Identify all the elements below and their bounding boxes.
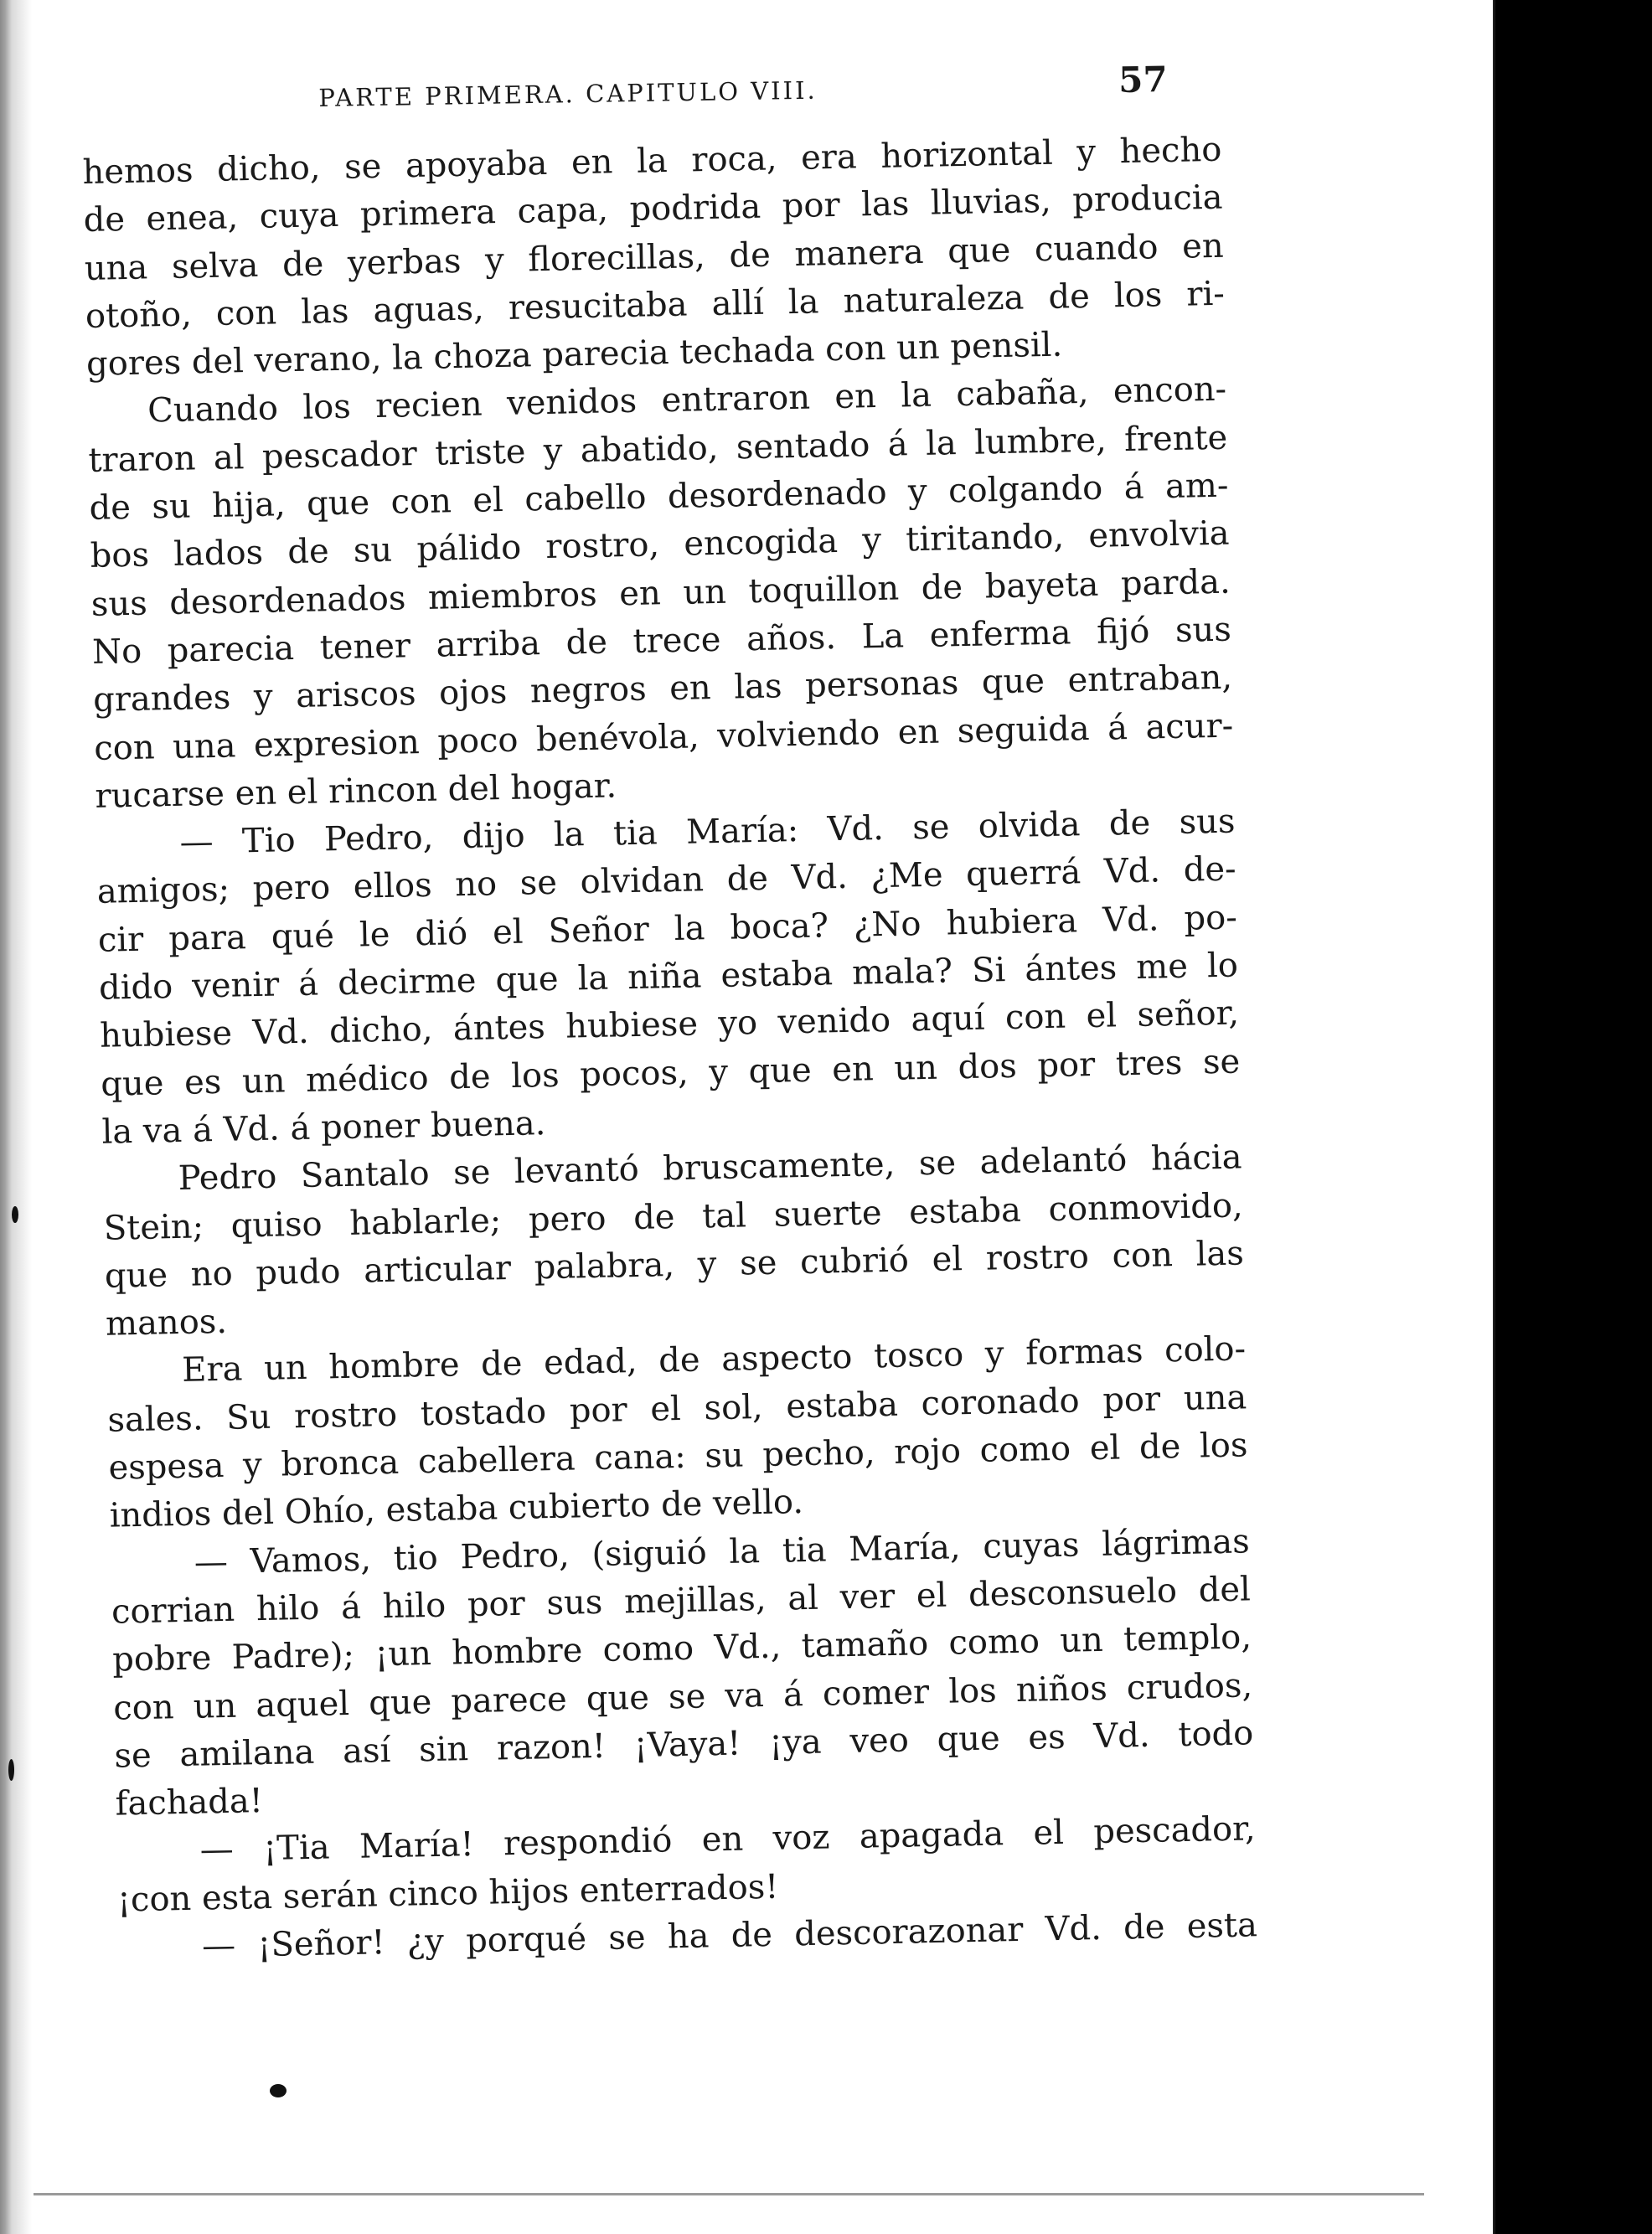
text-line: de su hija, que con el cabello desordenado y colgando á am- xyxy=(89,466,1229,528)
text-line: fachada! xyxy=(115,1782,264,1824)
text-line: No parecia tener arriba de trece años. La enferma fijó sus xyxy=(91,610,1232,672)
text-line: se amilana así sin razon! ¡Vaya! ¡ya veo que es Vd. todo xyxy=(114,1714,1254,1776)
text-line: de enea, cuya primera capa, podrida por las lluvias, producia xyxy=(83,178,1223,240)
scan-border-right xyxy=(1493,0,1652,2234)
text-line: — Tio Pedro, dijo la tia María: Vd. se olvida de sus xyxy=(179,802,1236,862)
body-text xyxy=(82,126,1257,1973)
text-line: la va á Vd. á poner buena. xyxy=(101,1104,546,1152)
text-line: Stein; quiso hablarle; pero de tal suerte estaba conmovido, xyxy=(103,1185,1244,1248)
text-line: ¡con esta serán cinco hijos enterrados! xyxy=(116,1867,779,1920)
text-line: que no pudo articular palabra, y se cubrió el rostro con las xyxy=(104,1234,1245,1296)
text-line: Pedro Santalo se levantó bruscamente, se adelantó hácia xyxy=(178,1138,1242,1199)
text-line: pobre Padre); ¡un hombre como Vd., tamaño como un templo, xyxy=(111,1617,1252,1679)
binding-shadow xyxy=(0,0,34,2234)
text-line: sus desordenados miembros en un toquillon de bayeta parda. xyxy=(90,562,1231,624)
text-line: Era un hombre de edad, de aspecto tosco y formas colo- xyxy=(181,1329,1247,1390)
text-line: dido venir á decirme que la niña estaba mala? Si ántes me lo xyxy=(98,946,1239,1008)
text-line: amigos; pero ellos no se olvidan de Vd. ¿Me querrá Vd. de- xyxy=(96,849,1236,912)
text-line: corrian hilo á hilo por sus mejillas, al ver el desconsuelo del xyxy=(111,1570,1252,1632)
text-line: traron al pescador triste y abatido, sentado á la lumbre, frente xyxy=(88,418,1228,480)
text-line: cir para qué le dió el Señor la boca? ¿No hubiera Vd. po- xyxy=(97,898,1238,960)
scan-bottom-line xyxy=(34,2193,1424,2195)
ink-speck xyxy=(8,1759,14,1781)
page-number: 57 xyxy=(1118,59,1169,101)
text-line: hubiese Vd. dicho, ántes hubiese yo venido aquí con el señor, xyxy=(99,993,1240,1056)
text-line: — ¡Tia María! respondió en voz apagada el pescador, xyxy=(199,1809,1256,1870)
text-line: otoño, con las aguas, resucitaba allí la naturaleza de los ri- xyxy=(85,274,1226,336)
text-line: una selva de yerbas y florecillas, de manera que cuando en xyxy=(84,226,1225,288)
text-line: gores del verano, la choza parecia techada con un pensil. xyxy=(85,325,1063,384)
text-line: sales. Su rostro tostado por el sol, estaba coronado por una xyxy=(106,1378,1247,1440)
running-head xyxy=(318,59,1207,127)
text-line: Cuando los recien venidos entraron en la cabaña, encon- xyxy=(147,370,1227,431)
ink-speck xyxy=(12,1206,18,1223)
text-line: — Vamos, tio Pedro, (siguió la tia María, cuyas lágrimas xyxy=(194,1521,1251,1582)
text-line: bos lados de su pálido rostro, encogida y tiritando, envolvia xyxy=(90,513,1230,576)
text-line: con un aquel que parece que se va á comer los niños crudos, xyxy=(112,1665,1253,1728)
text-line: manos. xyxy=(105,1302,228,1344)
text-line: rucarse en el rincon del hogar. xyxy=(95,766,617,816)
text-line: espesa y bronca cabellera cana: su pecho, rojo como el de los xyxy=(108,1426,1248,1488)
ink-blot xyxy=(270,2084,287,2097)
text-line: indios del Ohío, estaba cubierto de vello. xyxy=(109,1483,804,1535)
text-line: grandes y ariscos ojos negros en las personas que entraban, xyxy=(92,658,1233,720)
text-line: — ¡Señor! ¿y porqué se ha de descorazonar Vd. de esta xyxy=(201,1906,1258,1966)
running-title: PARTE PRIMERA. CAPITULO VIII. xyxy=(318,75,818,112)
text-line: con una expresion poco benévola, volviendo en seguida á acur- xyxy=(93,706,1234,768)
text-line: que es un médico de los pocos, y que en un dos por tres se xyxy=(100,1042,1241,1104)
text-line: hemos dicho, se apoyaba en la roca, era horizontal y hecho xyxy=(82,130,1222,192)
